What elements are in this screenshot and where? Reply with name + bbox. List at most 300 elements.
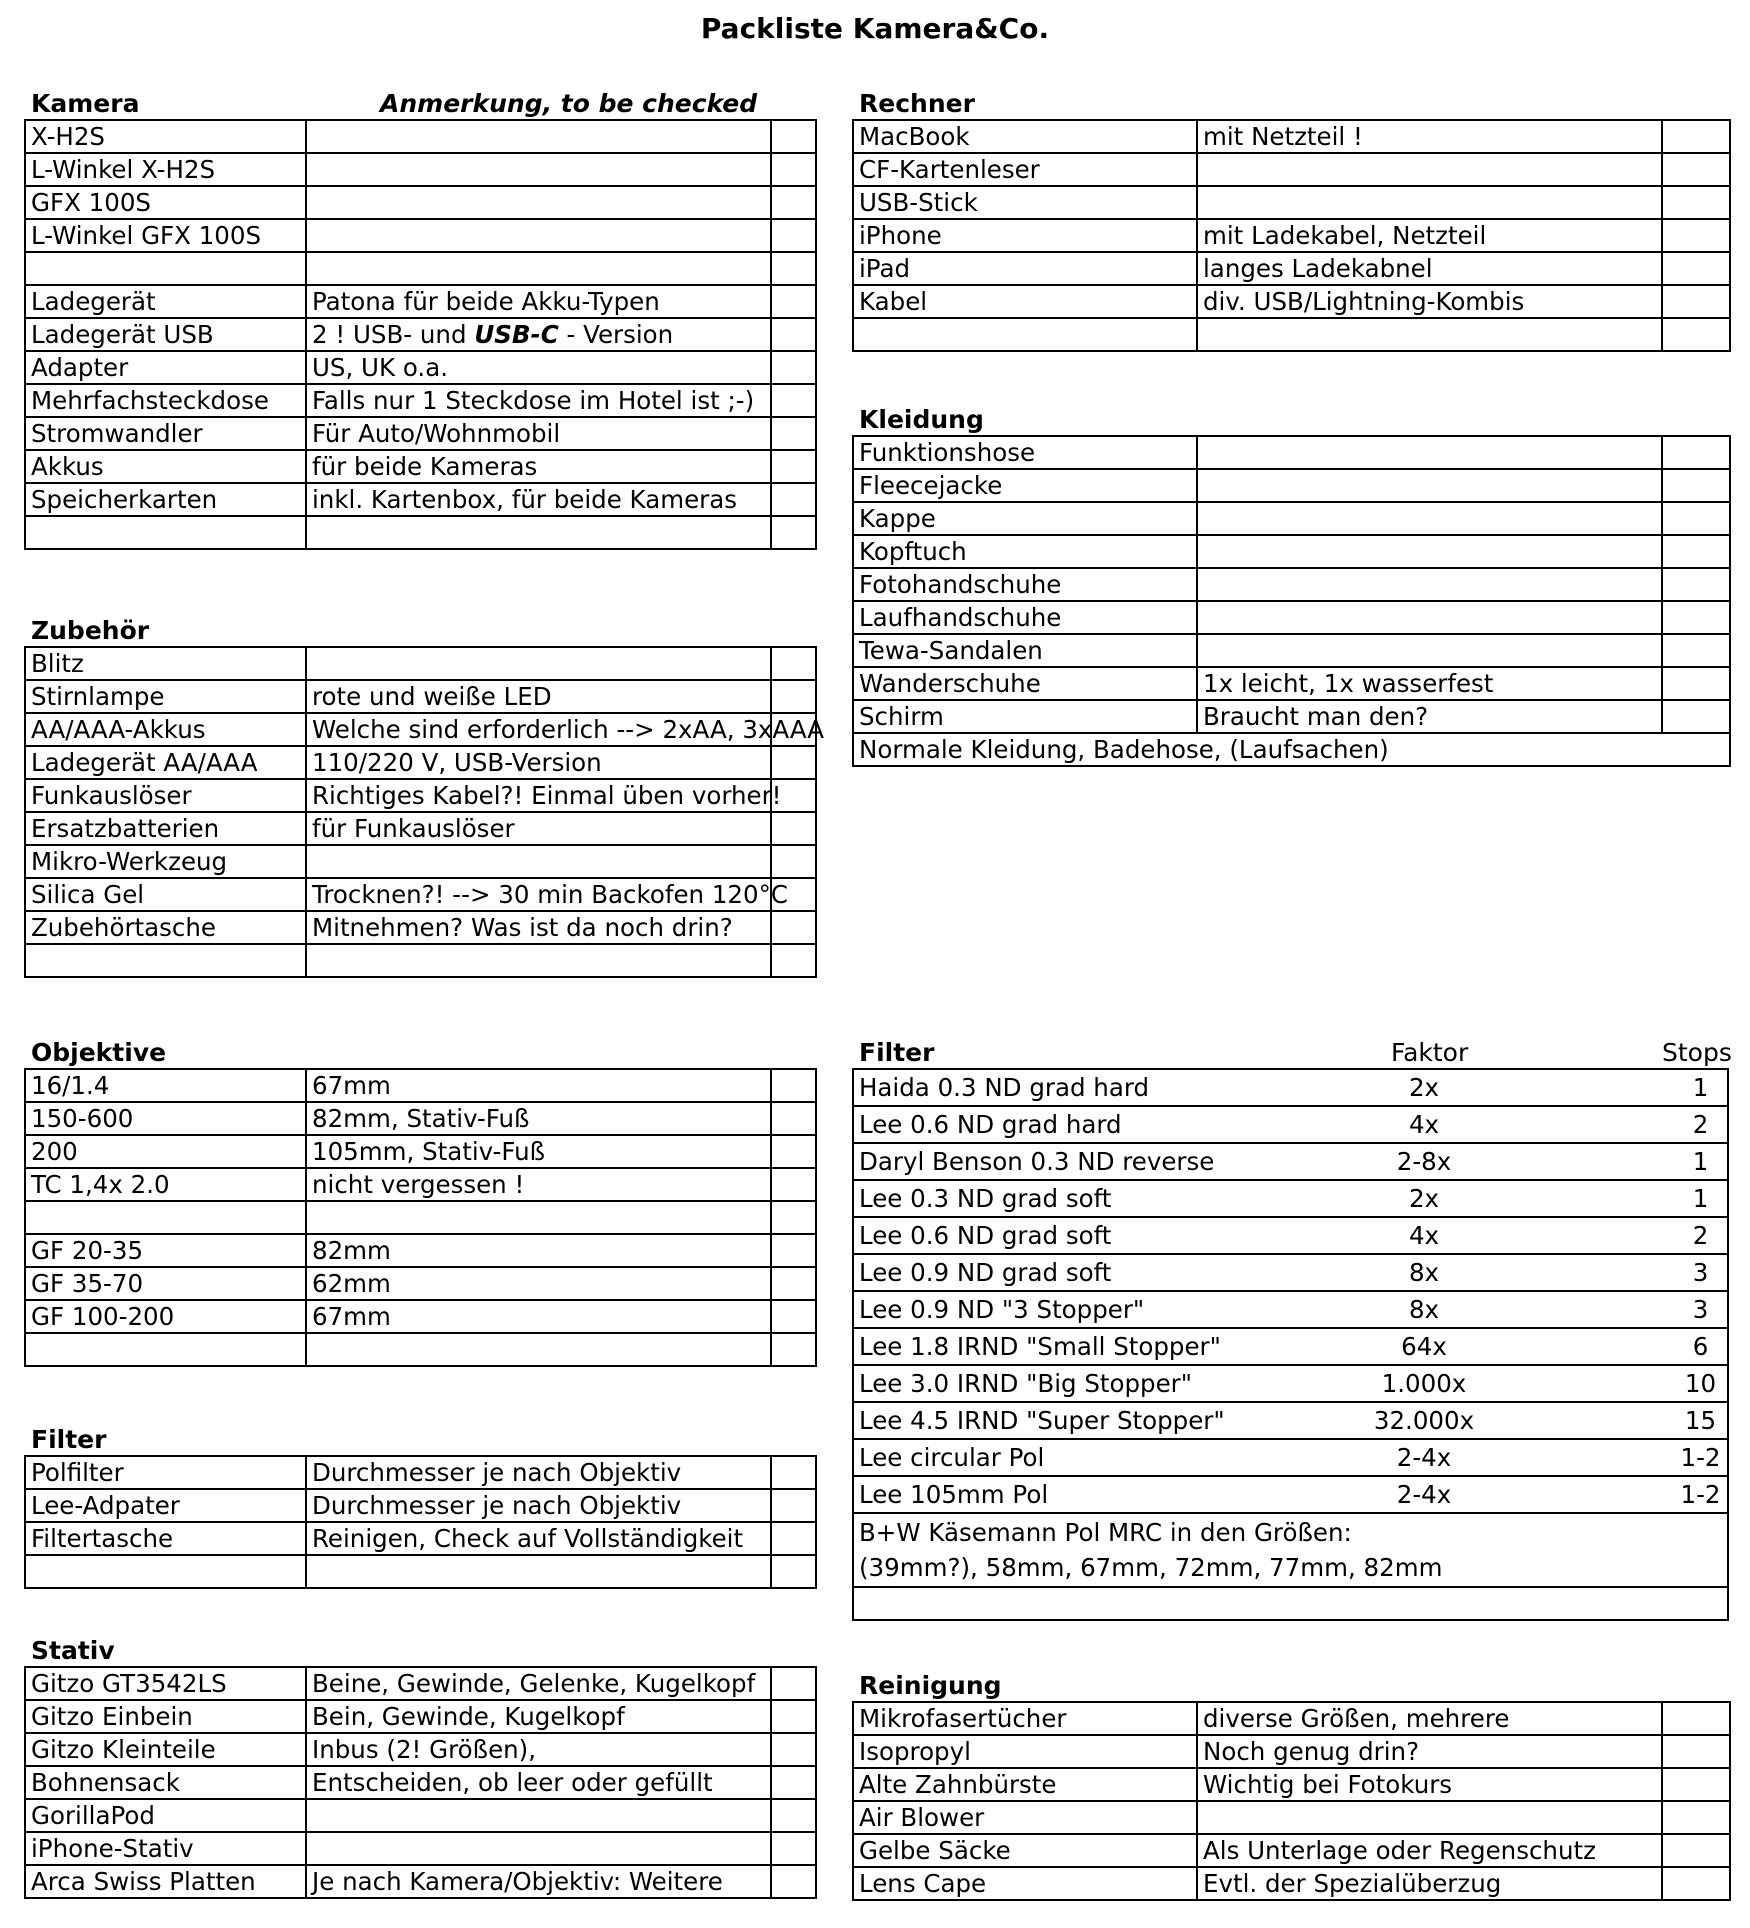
filter-faktor: 8x xyxy=(1408,1258,1440,1287)
filter-faktor: 2x xyxy=(1408,1184,1440,1213)
note-cell: 1x leicht, 1x wasserfest xyxy=(1197,667,1662,700)
check-cell[interactable] xyxy=(771,351,816,384)
table-row xyxy=(25,1766,816,1799)
item-cell: Akkus xyxy=(25,450,306,483)
note-cell: Entscheiden, ob leer oder gefüllt xyxy=(306,1766,771,1799)
item-cell: Fotohandschuhe xyxy=(853,568,1197,601)
note-cell xyxy=(306,186,771,219)
note-cell: diverse Größen, mehrere xyxy=(1197,1702,1662,1735)
check-cell[interactable] xyxy=(771,450,816,483)
table-row xyxy=(25,1333,816,1366)
item-cell: Gitzo Kleinteile xyxy=(25,1733,306,1766)
table-row xyxy=(25,1201,816,1234)
item-cell: Blitz xyxy=(25,647,306,680)
item-cell xyxy=(25,1555,306,1588)
section-heading: Reinigung xyxy=(859,1671,1002,1700)
note-cell xyxy=(1197,186,1662,219)
filter-accessories-table xyxy=(24,1455,817,1589)
column-header-faktor: Faktor xyxy=(1391,1038,1469,1067)
item-cell: CF-Kartenleser xyxy=(853,153,1197,186)
item-cell: Lee-Adpater xyxy=(25,1489,306,1522)
check-cell[interactable] xyxy=(771,1333,816,1366)
check-cell[interactable] xyxy=(1662,252,1730,285)
note-cell: Evtl. der Spezialüberzug xyxy=(1197,1867,1662,1900)
filter-stops: 10 xyxy=(1684,1369,1717,1398)
filter-faktor: 2-8x xyxy=(1396,1147,1452,1176)
check-cell[interactable] xyxy=(1662,1735,1730,1768)
table-row xyxy=(853,120,1730,153)
table-row xyxy=(853,153,1730,186)
bw-line-2: (39mm?), 58mm, 67mm, 72mm, 77mm, 82mm xyxy=(859,1553,1443,1582)
check-cell[interactable] xyxy=(1662,601,1730,634)
check-cell[interactable] xyxy=(771,1832,816,1865)
item-cell: USB-Stick xyxy=(853,186,1197,219)
page-title: Packliste Kamera&Co. xyxy=(700,12,1050,45)
usb-c-emphasis: USB-C xyxy=(474,320,559,349)
filter-faktor: 32.000x xyxy=(1373,1406,1475,1435)
note-cell xyxy=(306,318,771,351)
section-kleidung xyxy=(852,400,1731,767)
note-cell: 105mm, Stativ-Fuß xyxy=(306,1135,771,1168)
note-cell: Welche sind erforderlich --> 2xAA, 3xAAA xyxy=(306,713,771,746)
check-cell[interactable] xyxy=(771,153,816,186)
table-row xyxy=(25,1300,816,1333)
item-cell: X-H2S xyxy=(25,120,306,153)
item-cell: L-Winkel X-H2S xyxy=(25,153,306,186)
table-row xyxy=(25,1168,816,1201)
check-cell[interactable] xyxy=(1662,1834,1730,1867)
section-heading: Rechner xyxy=(859,89,975,118)
table-row xyxy=(853,568,1730,601)
section-rechner xyxy=(852,84,1731,352)
item-cell: Silica Gel xyxy=(25,878,306,911)
note-cell xyxy=(306,1201,771,1234)
check-cell[interactable] xyxy=(771,1489,816,1522)
note-cell: 82mm xyxy=(306,1234,771,1267)
table-row xyxy=(25,1069,816,1102)
note-cell: langes Ladekabnel xyxy=(1197,252,1662,285)
filter-stops: 1 xyxy=(1692,1147,1709,1176)
item-cell: Arca Swiss Platten xyxy=(25,1865,306,1898)
item-cell: Gelbe Säcke xyxy=(853,1834,1197,1867)
table-row xyxy=(25,944,816,977)
section-heading: Filter xyxy=(31,1425,107,1454)
item-cell: Funkauslöser xyxy=(25,779,306,812)
check-cell[interactable] xyxy=(771,318,816,351)
filter-faktor: 4x xyxy=(1408,1110,1440,1139)
note-cell xyxy=(1197,568,1662,601)
note-cell xyxy=(306,516,771,549)
item-cell: Laufhandschuhe xyxy=(853,601,1197,634)
table-row xyxy=(25,1555,816,1588)
item-cell: GF 20-35 xyxy=(25,1234,306,1267)
item-cell: Tewa-Sandalen xyxy=(853,634,1197,667)
check-cell[interactable] xyxy=(1662,502,1730,535)
check-cell[interactable] xyxy=(771,746,816,779)
check-cell[interactable] xyxy=(771,516,816,549)
item-cell: Kappe xyxy=(853,502,1197,535)
section-objektive xyxy=(24,1033,817,1367)
table-row xyxy=(25,186,816,219)
item-cell: MacBook xyxy=(853,120,1197,153)
check-cell[interactable] xyxy=(771,1766,816,1799)
item-cell: Wanderschuhe xyxy=(853,667,1197,700)
note-cell xyxy=(306,944,771,977)
filter-row xyxy=(854,1179,1727,1216)
check-cell[interactable] xyxy=(771,1267,816,1300)
note-cell: 62mm xyxy=(306,1267,771,1300)
section-filter-accessories xyxy=(24,1420,817,1589)
note-cell: Wichtig bei Fotokurs xyxy=(1197,1768,1662,1801)
table-row xyxy=(25,746,816,779)
item-cell: Air Blower xyxy=(853,1801,1197,1834)
check-cell[interactable] xyxy=(771,285,816,318)
item-cell: Adapter xyxy=(25,351,306,384)
filter-row xyxy=(854,1253,1727,1290)
check-cell[interactable] xyxy=(771,1733,816,1766)
check-cell[interactable] xyxy=(771,1300,816,1333)
table-row xyxy=(25,318,816,351)
note-cell xyxy=(1197,601,1662,634)
item-cell: Ersatzbatterien xyxy=(25,812,306,845)
check-cell[interactable] xyxy=(771,1865,816,1898)
filter-name: Lee 0.3 ND grad soft xyxy=(859,1184,1112,1213)
check-cell[interactable] xyxy=(771,812,816,845)
note-cell: für beide Kameras xyxy=(306,450,771,483)
check-cell[interactable] xyxy=(771,1069,816,1102)
check-cell[interactable] xyxy=(771,1799,816,1832)
check-cell[interactable] xyxy=(1662,634,1730,667)
filter-name: Haida 0.3 ND grad hard xyxy=(859,1073,1150,1102)
item-cell: GF 100-200 xyxy=(25,1300,306,1333)
check-cell[interactable] xyxy=(1662,1801,1730,1834)
table-row xyxy=(25,1234,816,1267)
check-cell[interactable] xyxy=(771,1234,816,1267)
table-row xyxy=(853,219,1730,252)
check-cell[interactable] xyxy=(1662,535,1730,568)
filter-name: Lee circular Pol xyxy=(859,1443,1045,1472)
note-cell xyxy=(306,1333,771,1366)
check-cell[interactable] xyxy=(1662,318,1730,351)
item-cell xyxy=(25,944,306,977)
table-row xyxy=(853,1834,1730,1867)
note-cell: Richtiges Kabel?! Einmal üben vorher! xyxy=(306,779,771,812)
table-row xyxy=(25,120,816,153)
table-row xyxy=(853,634,1730,667)
filter-name: Lee 1.8 IRND "Small Stopper" xyxy=(859,1332,1221,1361)
section-kamera xyxy=(24,84,817,550)
note-cell xyxy=(1197,153,1662,186)
table-row xyxy=(25,1135,816,1168)
zubehoer-table xyxy=(24,646,825,978)
bw-line-1: B+W Käsemann Pol MRC in den Größen: xyxy=(859,1518,1352,1547)
note-cell: US, UK o.a. xyxy=(306,351,771,384)
item-cell: GorillaPod xyxy=(25,1799,306,1832)
item-cell: AA/AAA-Akkus xyxy=(25,713,306,746)
note-cell xyxy=(306,120,771,153)
objektive-table xyxy=(24,1068,817,1367)
table-row xyxy=(853,1801,1730,1834)
check-cell[interactable] xyxy=(771,483,816,516)
reinigung-table xyxy=(852,1701,1731,1901)
note-cell: Trocknen?! --> 30 min Backofen 120°C xyxy=(306,878,771,911)
note-cell: div. USB/Lightning-Kombis xyxy=(1197,285,1662,318)
note-cell: Durchmesser je nach Objektiv xyxy=(306,1489,771,1522)
filter-stops: 1-2 xyxy=(1680,1480,1721,1509)
table-row xyxy=(25,351,816,384)
check-cell[interactable] xyxy=(1662,153,1730,186)
item-cell: iPad xyxy=(853,252,1197,285)
note-cell: Bein, Gewinde, Kugelkopf xyxy=(306,1700,771,1733)
note-cell xyxy=(1197,1801,1662,1834)
table-row xyxy=(853,186,1730,219)
table-row xyxy=(853,436,1730,469)
table-row xyxy=(853,469,1730,502)
filter-row xyxy=(854,1105,1727,1142)
table-row xyxy=(25,911,816,944)
note-cell xyxy=(1197,634,1662,667)
item-cell: Mikro-Werkzeug xyxy=(25,845,306,878)
note-cell: Braucht man den? xyxy=(1197,700,1662,733)
filter-stops: 6 xyxy=(1692,1332,1709,1361)
item-cell: Ladegerät xyxy=(25,285,306,318)
note-cell xyxy=(1197,469,1662,502)
note-cell: Je nach Kamera/Objektiv: Weitere xyxy=(306,1865,771,1898)
item-cell: Schirm xyxy=(853,700,1197,733)
section-zubehoer xyxy=(24,611,825,978)
item-cell: Ladegerät USB xyxy=(25,318,306,351)
item-cell: Kopftuch xyxy=(853,535,1197,568)
item-cell: GFX 100S xyxy=(25,186,306,219)
note-cell xyxy=(1197,436,1662,469)
note-cell: Mitnehmen? Was ist da noch drin? xyxy=(306,911,771,944)
check-cell[interactable] xyxy=(771,384,816,417)
note-cell: 67mm xyxy=(306,1300,771,1333)
check-cell[interactable] xyxy=(771,1555,816,1588)
filter-stops: 3 xyxy=(1692,1258,1709,1287)
note-cell xyxy=(306,252,771,285)
usb-note-text: 2 ! USB- und xyxy=(312,320,475,349)
item-cell xyxy=(853,318,1197,351)
filter-faktor: 2-4x xyxy=(1396,1443,1452,1472)
table-row xyxy=(853,502,1730,535)
note-cell: 82mm, Stativ-Fuß xyxy=(306,1102,771,1135)
item-cell: 150-600 xyxy=(25,1102,306,1135)
table-row xyxy=(853,252,1730,285)
item-cell: Fleecejacke xyxy=(853,469,1197,502)
note-cell xyxy=(306,1832,771,1865)
filter-row xyxy=(854,1475,1727,1512)
table-row xyxy=(25,647,816,680)
filter-name: Lee 4.5 IRND "Super Stopper" xyxy=(859,1406,1225,1435)
note-cell xyxy=(306,845,771,878)
note-heading: Anmerkung, to be checked xyxy=(380,89,758,118)
item-cell: TC 1,4x 2.0 xyxy=(25,1168,306,1201)
check-cell[interactable] xyxy=(1662,120,1730,153)
filter-name: Lee 0.6 ND grad hard xyxy=(859,1110,1122,1139)
filter-faktor: 2-4x xyxy=(1396,1480,1452,1509)
check-cell[interactable] xyxy=(1662,1768,1730,1801)
filter-stops: 1-2 xyxy=(1680,1443,1721,1472)
table-row xyxy=(25,153,816,186)
section-heading: Objektive xyxy=(31,1038,167,1067)
filter-row xyxy=(854,1364,1727,1401)
check-cell[interactable] xyxy=(771,845,816,878)
filter-row xyxy=(854,1401,1727,1438)
item-cell: Polfilter xyxy=(25,1456,306,1489)
filter-row xyxy=(854,1327,1727,1364)
item-cell: Gitzo GT3542LS xyxy=(25,1667,306,1700)
check-cell[interactable] xyxy=(771,186,816,219)
filter-name: Lee 105mm Pol xyxy=(859,1480,1049,1509)
check-cell[interactable] xyxy=(771,1168,816,1201)
check-cell[interactable] xyxy=(1662,1867,1730,1900)
check-cell[interactable] xyxy=(771,417,816,450)
note-cell: Beine, Gewinde, Gelenke, Kugelkopf xyxy=(306,1667,771,1700)
check-cell[interactable] xyxy=(1662,1702,1730,1735)
table-row xyxy=(25,713,816,746)
check-cell[interactable] xyxy=(1662,186,1730,219)
filter-row xyxy=(854,1438,1727,1475)
item-cell: Zubehörtasche xyxy=(25,911,306,944)
check-cell[interactable] xyxy=(1662,700,1730,733)
note-cell xyxy=(1197,535,1662,568)
item-cell: Alte Zahnbürste xyxy=(853,1768,1197,1801)
filter-name: Lee 3.0 IRND "Big Stopper" xyxy=(859,1369,1193,1398)
table-row xyxy=(25,1733,816,1766)
table-row xyxy=(853,601,1730,634)
section-heading: Kamera xyxy=(31,89,140,118)
table-row xyxy=(853,733,1730,766)
filter-stops: 2 xyxy=(1692,1110,1709,1139)
table-row xyxy=(25,812,816,845)
section-filter-nd xyxy=(852,1033,1732,1621)
check-cell[interactable] xyxy=(771,1667,816,1700)
item-cell: Speicherkarten xyxy=(25,483,306,516)
table-row xyxy=(25,516,816,549)
filter-faktor: 4x xyxy=(1408,1221,1440,1250)
note-cell: Durchmesser je nach Objektiv xyxy=(306,1456,771,1489)
check-cell[interactable] xyxy=(771,120,816,153)
item-cell: Filtertasche xyxy=(25,1522,306,1555)
note-cell xyxy=(306,153,771,186)
note-cell xyxy=(306,1555,771,1588)
filter-stops: 3 xyxy=(1692,1295,1709,1324)
filter-stops: 1 xyxy=(1692,1184,1709,1213)
item-cell: Stirnlampe xyxy=(25,680,306,713)
note-cell: rote und weiße LED xyxy=(306,680,771,713)
note-cell: 110/220 V, USB-Version xyxy=(306,746,771,779)
table-row xyxy=(853,1702,1730,1735)
check-cell[interactable] xyxy=(1662,469,1730,502)
item-cell: L-Winkel GFX 100S xyxy=(25,219,306,252)
filter-faktor: 1.000x xyxy=(1381,1369,1467,1398)
check-cell[interactable] xyxy=(1662,436,1730,469)
check-cell[interactable] xyxy=(771,680,816,713)
table-row xyxy=(25,680,816,713)
stativ-table xyxy=(24,1666,817,1899)
check-cell[interactable] xyxy=(1662,285,1730,318)
table-row xyxy=(25,1799,816,1832)
filter-row xyxy=(854,1290,1727,1327)
table-row xyxy=(25,1865,816,1898)
table-row xyxy=(25,285,816,318)
filter-stops: 2 xyxy=(1692,1221,1709,1250)
check-cell[interactable] xyxy=(771,1201,816,1234)
item-cell: Isopropyl xyxy=(853,1735,1197,1768)
table-row xyxy=(25,1667,816,1700)
section-stativ xyxy=(24,1631,817,1899)
table-row xyxy=(25,450,816,483)
note-cell: Patona für beide Akku-Typen xyxy=(306,285,771,318)
table-row xyxy=(25,1102,816,1135)
check-cell[interactable] xyxy=(771,944,816,977)
note-cell: für Funkauslöser xyxy=(306,812,771,845)
table-row xyxy=(25,219,816,252)
filter-faktor: 8x xyxy=(1408,1295,1440,1324)
table-row xyxy=(853,1867,1730,1900)
filter-nd-box xyxy=(852,1068,1729,1621)
check-cell[interactable] xyxy=(771,219,816,252)
item-cell: Bohnensack xyxy=(25,1766,306,1799)
check-cell[interactable] xyxy=(771,1135,816,1168)
table-row xyxy=(853,1768,1730,1801)
table-row xyxy=(25,1267,816,1300)
check-cell[interactable] xyxy=(771,647,816,680)
note-cell: Inbus (2! Größen), xyxy=(306,1733,771,1766)
filter-name: Lee 0.9 ND grad soft xyxy=(859,1258,1112,1287)
item-cell: Gitzo Einbein xyxy=(25,1700,306,1733)
section-heading: Zubehör xyxy=(31,616,150,645)
check-cell[interactable] xyxy=(1662,219,1730,252)
note-cell xyxy=(1197,318,1662,351)
note-cell: mit Ladekabel, Netzteil xyxy=(1197,219,1662,252)
note-cell: mit Netzteil ! xyxy=(1197,120,1662,153)
filter-stops: 15 xyxy=(1684,1406,1717,1435)
table-row xyxy=(25,384,816,417)
filter-stops: 1 xyxy=(1692,1073,1709,1102)
note-cell xyxy=(1197,502,1662,535)
check-cell[interactable] xyxy=(1662,667,1730,700)
filter-row xyxy=(854,1142,1727,1179)
table-row xyxy=(25,779,816,812)
item-cell: Kabel xyxy=(853,285,1197,318)
table-row xyxy=(853,535,1730,568)
item-cell: Normale Kleidung, Badehose, (Laufsachen) xyxy=(853,733,1730,766)
check-cell[interactable] xyxy=(771,1522,816,1555)
filter-name: Daryl Benson 0.3 ND reverse xyxy=(859,1147,1215,1176)
table-row xyxy=(853,700,1730,733)
item-cell: 16/1.4 xyxy=(25,1069,306,1102)
check-cell[interactable] xyxy=(771,1102,816,1135)
check-cell[interactable] xyxy=(1662,568,1730,601)
bw-note xyxy=(854,1512,1727,1619)
table-row xyxy=(25,1489,816,1522)
check-cell[interactable] xyxy=(771,252,816,285)
note-cell: inkl. Kartenbox, für beide Kameras xyxy=(306,483,771,516)
item-cell: iPhone xyxy=(853,219,1197,252)
note-cell xyxy=(306,647,771,680)
table-row xyxy=(25,483,816,516)
item-cell xyxy=(25,252,306,285)
note-cell xyxy=(306,1799,771,1832)
check-cell[interactable] xyxy=(771,1456,816,1489)
check-cell[interactable] xyxy=(771,911,816,944)
table-row xyxy=(25,1832,816,1865)
usb-note-suffix: - Version xyxy=(558,320,674,349)
kamera-table xyxy=(24,119,817,550)
check-cell[interactable] xyxy=(771,1700,816,1733)
